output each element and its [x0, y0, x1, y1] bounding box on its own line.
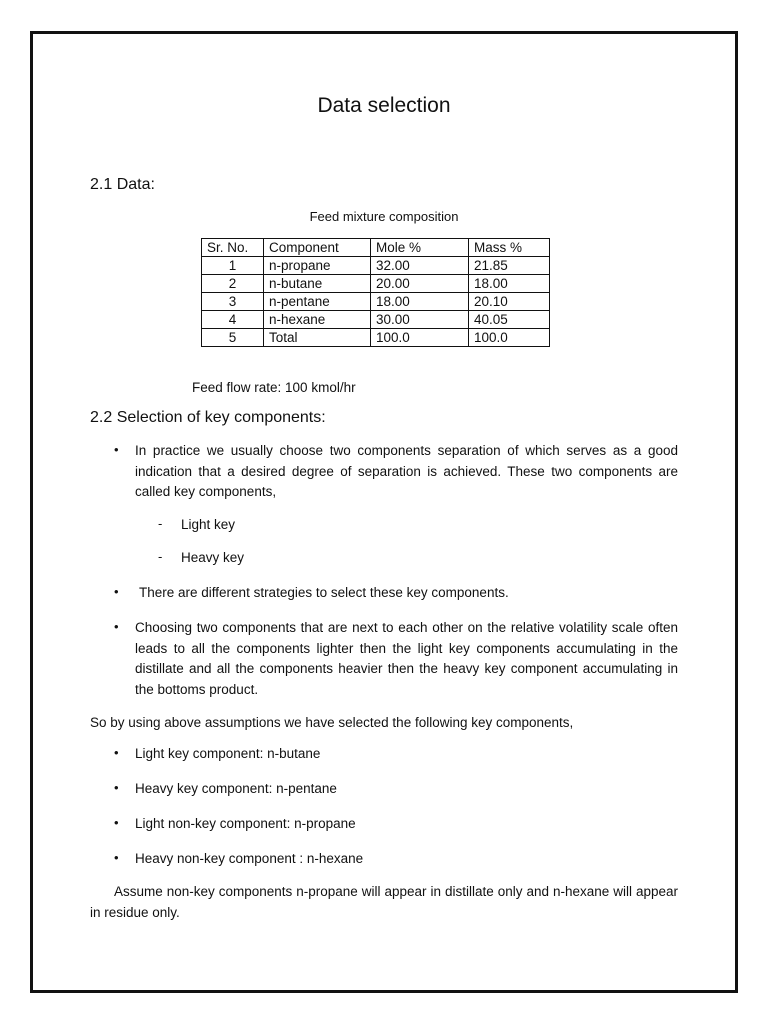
paragraph-summary: So by using above assumptions we have selected the following key components, — [90, 715, 574, 730]
table-caption: Feed mixture composition — [309, 209, 459, 224]
cell-mole-percent: 32.00 — [371, 257, 469, 275]
bullet-icon: • — [114, 850, 119, 865]
cell-component: Total — [264, 329, 371, 347]
key-component-item: Light key component: n-butane — [135, 746, 321, 761]
bullet-icon: • — [114, 442, 119, 457]
cell-mole-percent: 100.0 — [371, 329, 469, 347]
table-row — [202, 275, 550, 293]
cell-mass-percent: 18.00 — [469, 275, 550, 293]
cell-mass-percent: 100.0 — [469, 329, 550, 347]
bullet-icon: • — [114, 815, 119, 830]
key-component-item: Light non-key component: n-propane — [135, 816, 356, 831]
cell-sr-no: 2 — [202, 275, 264, 293]
cell-mass-percent: 20.10 — [469, 293, 550, 311]
cell-sr-no: 4 — [202, 311, 264, 329]
paragraph-strategies: There are different strategies to select these key components. — [139, 585, 509, 600]
feed-composition-table — [201, 238, 550, 347]
header-mass-percent: Mass % — [469, 239, 550, 257]
header-component: Component — [264, 239, 371, 257]
table-row — [202, 293, 550, 311]
dash-icon: - — [158, 516, 163, 531]
page-title: Data selection — [317, 94, 451, 117]
table-row — [202, 329, 550, 347]
cell-component: n-butane — [264, 275, 371, 293]
cell-sr-no: 5 — [202, 329, 264, 347]
section-heading-key-components: 2.2 Selection of key components: — [90, 409, 326, 426]
table-row — [202, 257, 550, 275]
table-header-row — [202, 239, 550, 257]
key-component-item: Heavy key component: n-pentane — [135, 781, 337, 796]
key-component-item: Heavy non-key component : n-hexane — [135, 851, 364, 866]
cell-component: n-propane — [264, 257, 371, 275]
cell-mole-percent: 30.00 — [371, 311, 469, 329]
cell-component: n-hexane — [264, 311, 371, 329]
bullet-icon: • — [114, 584, 119, 599]
bullet-icon: • — [114, 745, 119, 760]
section-heading-data: 2.1 Data: — [90, 176, 155, 193]
sub-item-heavy-key: Heavy key — [181, 550, 245, 565]
bullet-icon: • — [114, 619, 119, 634]
cell-mole-percent: 18.00 — [371, 293, 469, 311]
feed-flow-rate: Feed flow rate: 100 kmol/hr — [192, 380, 356, 395]
cell-mole-percent: 20.00 — [371, 275, 469, 293]
paragraph-note: Assume non-key components n-propane will appear in distillate only and n-hexane will appear in residue only. — [90, 884, 678, 920]
sub-item-light-key: Light key — [181, 517, 236, 532]
paragraph-key-components-intro: In practice we usually choose two components separation of which serves as a good indication that a desired degree of separation is achieved. These two components are called key components, — [135, 443, 678, 499]
cell-mass-percent: 40.05 — [469, 311, 550, 329]
table-row — [202, 311, 550, 329]
dash-icon: - — [158, 549, 163, 564]
cell-mass-percent: 21.85 — [469, 257, 550, 275]
header-mole-percent: Mole % — [371, 239, 469, 257]
header-sr-no: Sr. No. — [202, 239, 264, 257]
bullet-icon: • — [114, 780, 119, 795]
cell-sr-no: 1 — [202, 257, 264, 275]
cell-sr-no: 3 — [202, 293, 264, 311]
cell-component: n-pentane — [264, 293, 371, 311]
paragraph-volatility: Choosing two components that are next to each other on the relative volatility scale often leads to all the components lighter then the light key components accumulating in the distillate and all the components heavier then the heavy key component accumulating in the bottoms product. — [135, 620, 678, 697]
